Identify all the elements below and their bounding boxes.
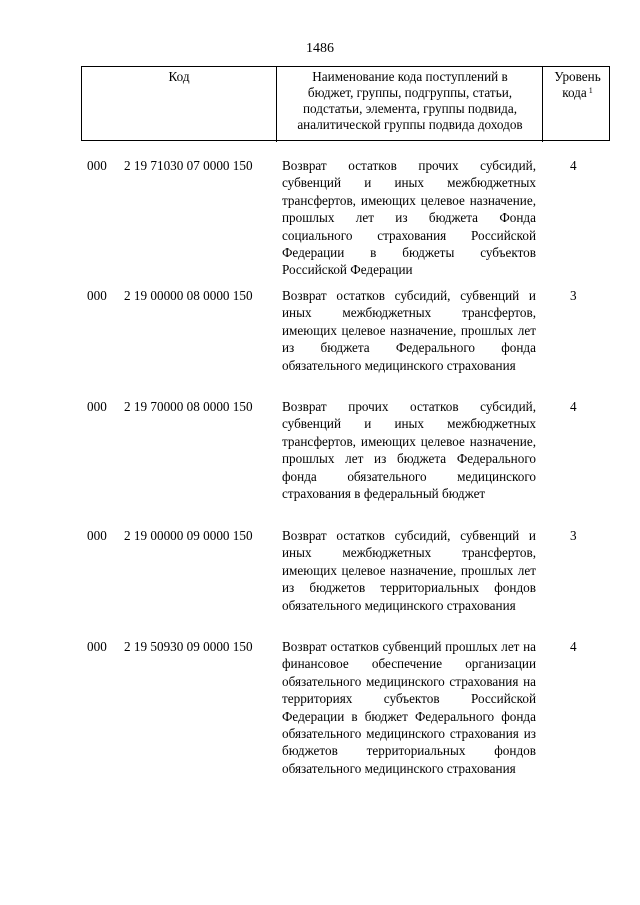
header-name-line: подстатьи, элемента, группы подвида, <box>303 101 517 116</box>
row-level: 3 <box>570 288 577 303</box>
admin-code: 000 <box>87 288 107 303</box>
budget-code: 2 19 00000 09 0000 150 <box>124 528 253 543</box>
admin-code: 000 <box>87 158 107 173</box>
row-name: Возврат остатков субвенций прошлых лет на финансовое обеспечение организации обязательного медицинского страхования на территориях субъектов Российской Федерации в бюджет Федерального фонда обязательного медицинского страхования из бюджетов территориальных фондов обязательного медицинского страхования <box>282 639 536 776</box>
header-level-word: кода <box>562 85 587 100</box>
admin-code: 000 <box>87 639 107 654</box>
header-level-line2 <box>543 85 612 101</box>
row-level: 4 <box>570 158 577 173</box>
row-name: Возврат прочих остатков субсидий, субвенций и иных межбюджетных трансфертов, имеющих целевое назначение, прошлых лет из бюджета Федерального фонда обязательного медицинского страхования в федеральный бюджет <box>282 399 536 502</box>
header-name-line: бюджет, группы, подгруппы, статьи, <box>307 85 513 100</box>
header-name-line: Наименование кода поступлений в <box>312 69 508 84</box>
row-level: 4 <box>570 639 577 654</box>
header-name <box>276 67 543 142</box>
row-level: 4 <box>570 399 577 414</box>
budget-code: 2 19 50930 09 0000 150 <box>124 639 253 654</box>
budget-code: 2 19 70000 08 0000 150 <box>124 399 253 414</box>
header-level <box>542 67 612 142</box>
page-number: 1486 <box>306 41 334 56</box>
budget-code: 2 19 00000 08 0000 150 <box>124 288 253 303</box>
budget-code: 2 19 71030 07 0000 150 <box>124 158 253 173</box>
table-header <box>81 66 610 141</box>
header-level-line1: Уровень <box>554 69 601 84</box>
header-name-line: аналитической группы подвида доходов <box>297 117 523 132</box>
admin-code: 000 <box>87 399 107 414</box>
footnote-marker: 1 <box>588 86 593 95</box>
row-name: Возврат остатков субсидий, субвенций и иных межбюджетных трансфертов, имеющих целевое назначение, прошлых лет из бюджетов территориальных фондов обязательного медицинского страхования <box>282 528 536 613</box>
admin-code: 000 <box>87 528 107 543</box>
row-name: Возврат остатков субсидий, субвенций и иных межбюджетных трансфертов, имеющих целевое назначение, прошлых лет из бюджета Федерального фонда обязательного медицинского страхования <box>282 288 536 373</box>
row-name: Возврат остатков прочих субсидий, субвенций и иных межбюджетных трансфертов, имеющих целевое назначение, прошлых лет из бюджета Фонда социального страхования Российской Федерации в бюджеты субъектов Российской Федерации <box>282 158 536 278</box>
row-level: 3 <box>570 528 577 543</box>
header-code: Код <box>168 69 190 84</box>
